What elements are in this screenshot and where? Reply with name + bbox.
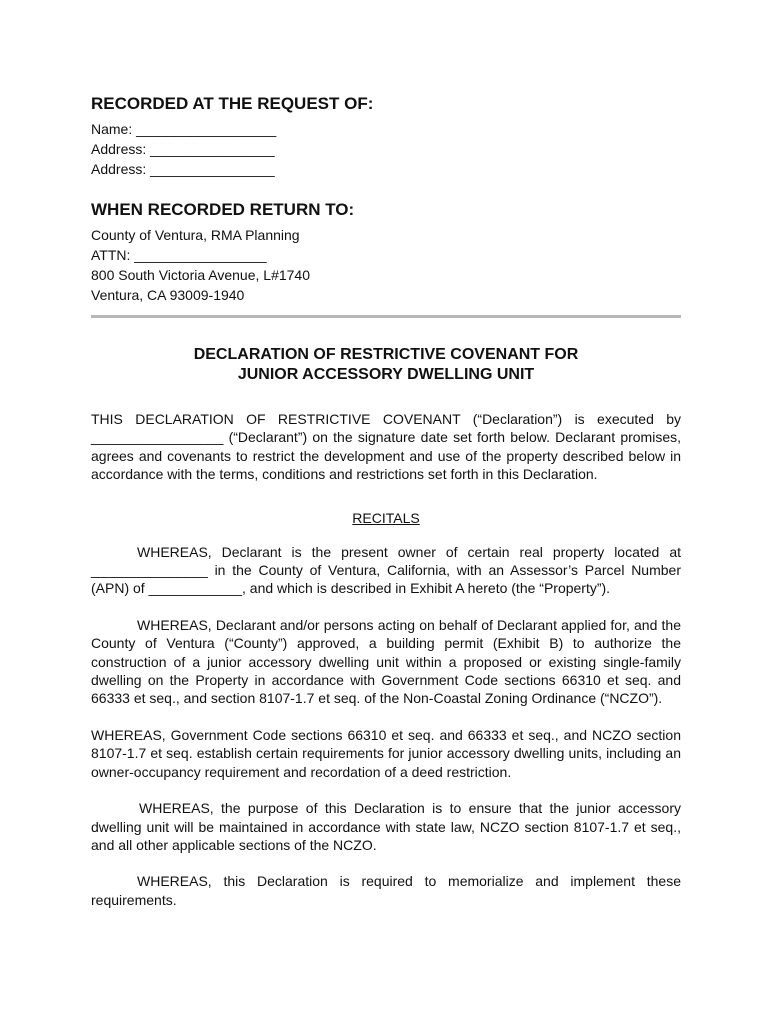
document-page: [91, 93, 681, 909]
recorded-name-line: Name: __________________: [91, 121, 277, 137]
section-divider: [91, 315, 681, 318]
document-title-line-2: JUNIOR ACCESSORY DWELLING UNIT: [237, 366, 535, 383]
return-to-line-3: 800 South Victoria Avenue, L#1740: [91, 267, 310, 283]
whereas-paragraph-2: WHEREAS, Declarant and/or persons acting on behalf of Declarant applied for, and the County of Ventura (“County”) approved, a building permit (Exhibit B) to authorize the construction of a junior accessory dwelling unit within a proposed or existing single-family dwelling on the Property in accordance with Government Code sections 66310 et seq. and 66333 et seq., and section 8107-1.7 et seq. of the Non-Coastal Zoning Ordinance (“NCZO”).: [91, 616, 681, 707]
intro-paragraph: THIS DECLARATION OF RESTRICTIVE COVENANT (“Declaration”) is executed by _________________ (“Declarant”) on the signature date set forth below. Declarant promises, agrees and covenants to restrict the development and use of the property described below in accordance with the terms, conditions and restrictions set forth in this Declaration.: [91, 411, 681, 483]
document-title-line-1: DECLARATION OF RESTRICTIVE COVENANT FOR: [193, 346, 579, 363]
whereas-paragraph-4: WHEREAS, the purpose of this Declaration is to ensure that the junior accessory dwelling unit will be maintained in accordance with state law, NCZO section 8107-1.7 et seq., and all other applicable sections of the NCZO.: [91, 800, 681, 853]
return-to-heading: WHEN RECORDED RETURN TO:: [91, 200, 355, 219]
whereas-paragraph-3: WHEREAS, Government Code sections 66310 et seq. and 66333 et seq., and NCZO section 8107-1.7 et seq. establish certain requirements for junior accessory dwelling units, including an owner-occupancy requirement and recordation of a deed restriction.: [91, 726, 681, 780]
recorded-request-block: [91, 93, 681, 179]
return-to-block: [91, 199, 681, 305]
whereas-paragraph-1: WHEREAS, Declarant is the present owner of certain real property located at _______________ in the County of Ventura, California, with an Assessor’s Parcel Number (APN) of ____________, and which is described in Exhibit A hereto (the “Property”).: [91, 543, 681, 597]
recorded-address-line-1: Address: ________________: [91, 141, 275, 157]
whereas-paragraph-5: WHEREAS, this Declaration is required to memorialize and implement these requirements.: [91, 873, 681, 908]
return-to-line-1: County of Ventura, RMA Planning: [91, 227, 300, 243]
return-to-line-2: ATTN: _________________: [91, 247, 267, 263]
document-title: [91, 345, 681, 385]
return-to-line-4: Ventura, CA 93009-1940: [91, 287, 245, 303]
recorded-address-line-2: Address: ________________: [91, 161, 275, 177]
recitals-heading: RECITALS: [352, 509, 420, 526]
recorded-request-heading: RECORDED AT THE REQUEST OF:: [91, 94, 374, 113]
